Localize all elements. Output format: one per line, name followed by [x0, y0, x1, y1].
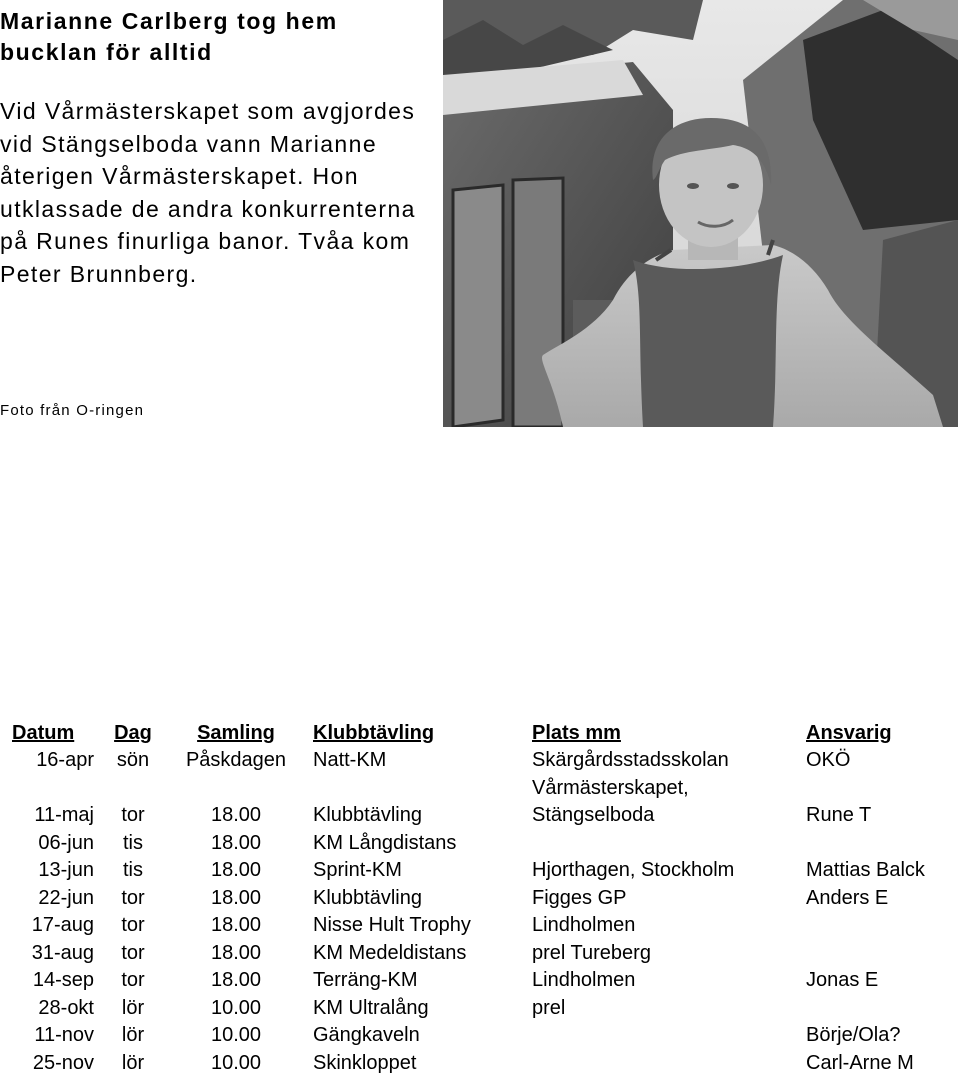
table-header-row: [0, 718, 960, 747]
table-row: [0, 940, 960, 968]
cell-samling: 10.00: [178, 1050, 294, 1077]
cell-dag: lör: [103, 995, 163, 1022]
cell-plats: Skärgårdsstadsskolan: [532, 747, 729, 774]
cell-samling: 18.00: [178, 912, 294, 939]
photo-caption: Foto från O-ringen: [0, 402, 144, 419]
table-row: [0, 885, 960, 913]
cell-ansvarig: OKÖ: [806, 747, 850, 774]
table-row: [0, 912, 960, 940]
cell-klubbtavling: Natt-KM: [313, 747, 386, 774]
header-samling: Samling: [178, 718, 294, 748]
cell-samling: 18.00: [178, 857, 294, 884]
cell-plats-line1: Vårmästerskapet,: [532, 775, 689, 802]
schedule-table: [0, 718, 960, 1077]
cell-dag: tis: [103, 830, 163, 857]
cell-datum: 13-jun: [12, 857, 94, 884]
article-body: Vid Vårmästerskapet som avgjordes vid Stängselboda vann Marianne återigen Vårmästerskapet. Hon utklassade de andra konkurrenterna på Runes finurliga banor. Tvåa kom Peter Brunnberg.: [0, 95, 440, 290]
table-row: [0, 857, 960, 885]
cell-datum: 11-nov: [12, 1022, 94, 1049]
table-row: [0, 775, 960, 830]
cell-ansvarig: Börje/Ola?: [806, 1022, 901, 1049]
table-row: [0, 1022, 960, 1050]
cell-klubbtavling: Klubbtävling: [313, 885, 422, 912]
table-row: [0, 967, 960, 995]
cell-dag: tor: [103, 967, 163, 994]
cell-klubbtavling: Terräng-KM: [313, 967, 417, 994]
table-row: [0, 995, 960, 1023]
cell-samling: 10.00: [178, 1022, 294, 1049]
cell-dag: tis: [103, 857, 163, 884]
cell-datum: 17-aug: [12, 912, 94, 939]
cell-dag: tor: [103, 940, 163, 967]
cell-samling: 18.00: [178, 885, 294, 912]
cell-samling: 18.00: [178, 830, 294, 857]
article-headline: Marianne Carlberg tog hem bucklan för alltid: [0, 6, 430, 68]
table-row: [0, 747, 960, 775]
cell-dag: tor: [103, 802, 163, 829]
cell-samling: 18.00: [178, 940, 294, 967]
cell-klubbtavling: Sprint-KM: [313, 857, 402, 884]
cell-plats: prel Tureberg: [532, 940, 651, 967]
cell-datum: 14-sep: [12, 967, 94, 994]
cell-ansvarig: Jonas E: [806, 967, 878, 994]
cell-plats: Hjorthagen, Stockholm: [532, 857, 734, 884]
cell-plats: Lindholmen: [532, 912, 635, 939]
cell-ansvarig: Rune T: [806, 802, 871, 829]
table-row: [0, 1050, 960, 1077]
cell-dag: tor: [103, 885, 163, 912]
cell-dag: lör: [103, 1022, 163, 1049]
article-photo: [443, 0, 958, 427]
cell-ansvarig: Carl-Arne M: [806, 1050, 914, 1077]
header-dag: Dag: [103, 718, 163, 748]
header-ansvarig: Ansvarig: [806, 718, 892, 748]
cell-samling: Påskdagen: [178, 747, 294, 774]
header-plats: Plats mm: [532, 718, 621, 748]
cell-dag: sön: [103, 747, 163, 774]
cell-klubbtavling: KM Ultralång: [313, 995, 429, 1022]
cell-klubbtavling: Klubbtävling: [313, 802, 422, 829]
cell-ansvarig: Anders E: [806, 885, 888, 912]
cell-samling: 18.00: [178, 967, 294, 994]
cell-klubbtavling: Nisse Hult Trophy: [313, 912, 471, 939]
cell-datum: 31-aug: [12, 940, 94, 967]
cell-plats: prel: [532, 995, 565, 1022]
table-row: [0, 830, 960, 858]
cell-plats: Figges GP: [532, 885, 626, 912]
header-klubbtavling: Klubbtävling: [313, 718, 434, 748]
cell-datum: 22-jun: [12, 885, 94, 912]
cell-datum: 28-okt: [12, 995, 94, 1022]
cell-datum: 11-maj: [12, 802, 94, 829]
cell-klubbtavling: Gängkaveln: [313, 1022, 420, 1049]
cell-klubbtavling: KM Medeldistans: [313, 940, 466, 967]
cell-samling: 18.00: [178, 802, 294, 829]
cell-ansvarig: Mattias Balck: [806, 857, 925, 884]
cell-samling: 10.00: [178, 995, 294, 1022]
cell-plats: Lindholmen: [532, 967, 635, 994]
cell-plats: Stängselboda: [532, 802, 654, 829]
cell-datum: 25-nov: [12, 1050, 94, 1077]
header-datum: Datum: [12, 718, 94, 748]
cell-dag: lör: [103, 1050, 163, 1077]
cell-datum: 06-jun: [12, 830, 94, 857]
cell-klubbtavling: Skinkloppet: [313, 1050, 416, 1077]
cell-dag: tor: [103, 912, 163, 939]
cell-datum: 16-apr: [12, 747, 94, 774]
cell-klubbtavling: KM Långdistans: [313, 830, 456, 857]
